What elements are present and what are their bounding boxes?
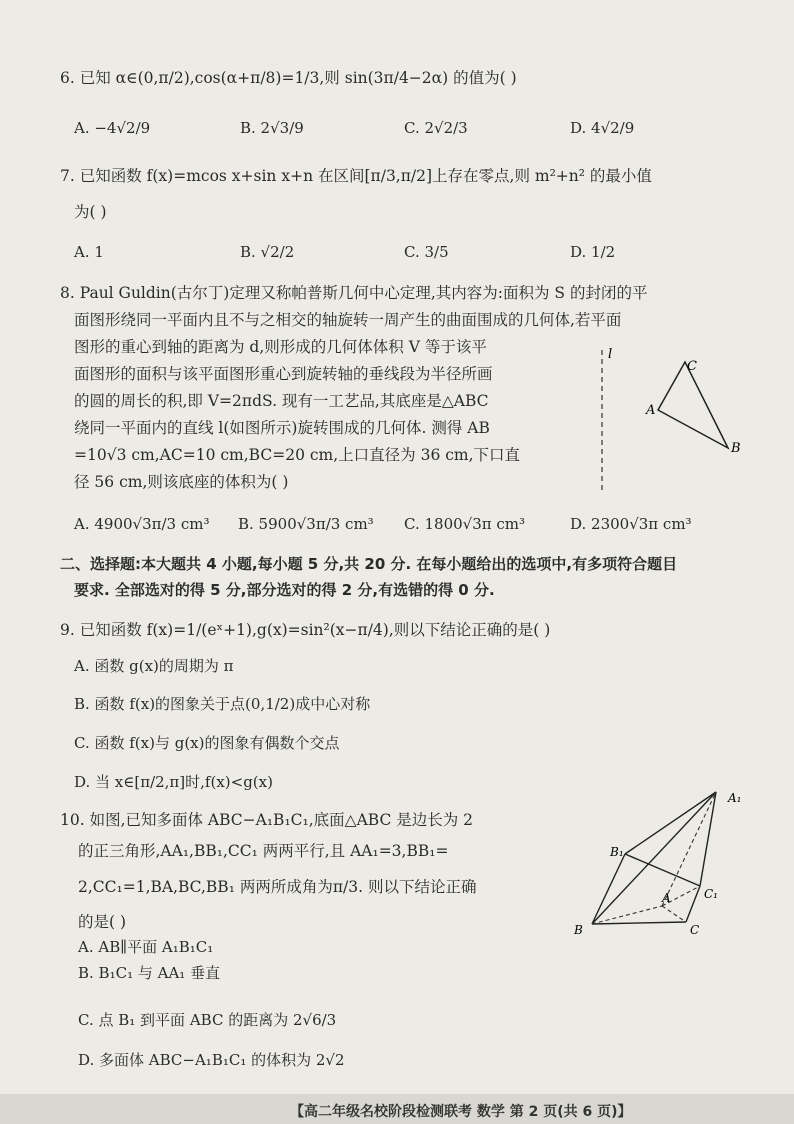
label-c: C	[690, 923, 700, 937]
q7-stem-line2: 为( )	[74, 203, 107, 221]
q8-option-a: A. 4900√3π/3 cm³	[74, 515, 210, 533]
q7-stem-line1: 7. 已知函数 f(x)=mcos x+sin x+n 在区间[π/3,π/2]上存在零点,则 m²+n² 的最小值	[60, 167, 652, 185]
q9-option-a: A. 函数 g(x)的周期为 π	[74, 657, 234, 675]
edge-b-c	[592, 922, 686, 924]
q9-option-d: D. 当 x∈[π/2,π]时,f(x)<g(x)	[74, 773, 273, 791]
label-c: C	[687, 359, 697, 374]
label-c1: C₁	[704, 887, 718, 901]
label-l: l	[608, 347, 613, 362]
label-a1: A₁	[728, 791, 742, 805]
q8-option-d: D. 2300√3π cm³	[570, 515, 692, 533]
label-a: A	[646, 403, 656, 418]
edge-b-a	[592, 906, 662, 924]
footer-text: 【高二年级名校阶段检测联考 数学 第 2 页(共 6 页)】	[290, 1104, 632, 1120]
label-a: A	[662, 891, 671, 905]
section2-line1: 二、选择题:本大题共 4 小题,每小题 5 分,共 20 分. 在每小题给出的选项中,有多项符合题目	[60, 555, 678, 573]
q8-line-4: 面图形的面积与该平面图形重心到旋转轴的垂线段为半径所画	[74, 365, 493, 383]
q10-option-b: B. B₁C₁ 与 AA₁ 垂直	[78, 964, 221, 982]
q8-line-6: 绕同一平面内的直线 l(如图所示)旋转围成的几何体. 测得 AB	[74, 419, 490, 437]
q10-line-2: 的正三角形,AA₁,BB₁,CC₁ 两两平行,且 AA₁=3,BB₁=	[78, 842, 449, 860]
q8-line-3: 图形的重心到轴的距离为 d,则形成的几何体体积 V 等于该平	[74, 338, 487, 356]
q6-option-a: A. −4√2/9	[74, 119, 151, 137]
q10-line-3: 2,CC₁=1,BA,BC,BB₁ 两两所成角为π/3. 则以下结论正确	[78, 878, 477, 896]
edge-a-c	[662, 906, 686, 922]
label-b: B	[731, 441, 741, 456]
q10-option-c: C. 点 B₁ 到平面 ABC 的距离为 2√6/3	[78, 1011, 337, 1029]
label-b1: B₁	[610, 845, 624, 859]
q10-line-1: 10. 如图,已知多面体 ABC−A₁B₁C₁,底面△ABC 是边长为 2	[60, 811, 474, 829]
q7-option-b: B. √2/2	[240, 243, 295, 261]
q7-option-d: D. 1/2	[570, 243, 616, 261]
q8-line-5: 的圆的周长的积,即 V=2πdS. 现有一工艺品,其底座是△ABC	[74, 392, 489, 410]
edge-c-c1	[686, 886, 700, 922]
q8-option-c: C. 1800√3π cm³	[404, 515, 526, 533]
q10-polyhedron-figure	[570, 780, 770, 940]
q9-stem: 9. 已知函数 f(x)=1/(eˣ+1),g(x)=sin²(x−π/4),则以下结论正确的是( )	[60, 621, 551, 639]
q6-option-b: B. 2√3/9	[240, 119, 304, 137]
q9-option-c: C. 函数 f(x)与 g(x)的图象有偶数个交点	[74, 734, 340, 752]
edge-b-b1	[592, 854, 625, 924]
q8-line-7: =10√3 cm,AC=10 cm,BC=20 cm,上口直径为 36 cm,下口直	[74, 446, 521, 464]
section2-line2: 要求. 全部选对的得 5 分,部分选对的得 2 分,有选错的得 0 分.	[74, 581, 495, 599]
q10-option-a: A. AB∥平面 A₁B₁C₁	[78, 938, 214, 956]
q9-option-b: B. 函数 f(x)的图象关于点(0,1/2)成中心对称	[74, 695, 371, 713]
q8-line-2: 面图形绕同一平面内且不与之相交的轴旋转一周产生的曲面围成的几何体,若平面	[74, 311, 622, 329]
triangle-abc	[658, 362, 728, 448]
q7-option-a: A. 1	[74, 243, 104, 261]
q8-triangle-figure	[590, 340, 750, 490]
q10-option-d: D. 多面体 ABC−A₁B₁C₁ 的体积为 2√2	[78, 1051, 345, 1069]
q7-option-c: C. 3/5	[404, 243, 449, 261]
q6-option-c: C. 2√2/3	[404, 119, 468, 137]
q8-line-1: 8. Paul Guldin(古尔丁)定理又称帕普斯几何中心定理,其内容为:面积为 S 的封闭的平	[60, 284, 648, 302]
q10-line-4: 的是( )	[78, 913, 127, 931]
edge-b1-a1	[625, 792, 716, 854]
edge-b1-c1	[625, 854, 700, 886]
q6-stem: 6. 已知 α∈(0,π/2),cos(α+π/8)=1/3,则 sin(3π/4−2α) 的值为( )	[60, 69, 517, 87]
q8-line-8: 径 56 cm,则该底座的体积为( )	[74, 473, 289, 491]
q6-option-d: D. 4√2/9	[570, 119, 635, 137]
label-b: B	[574, 923, 583, 937]
q8-option-b: B. 5900√3π/3 cm³	[238, 515, 374, 533]
